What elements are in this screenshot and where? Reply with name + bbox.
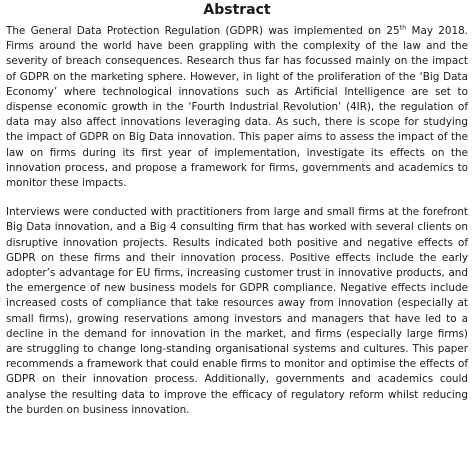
abstract-paragraph-2: Interviews were conducted with practitioners from large and small firms at the forefront Big Data innovation, and a Big 4 consulting firm that has worked with several clients on disruptive innovation projects. Results indicated both positive and negative effects of GDPR on these firms and their innovation process. Positive effects include the early adopter’s advantage for EU firms, increasing customer trust in innovative products, and the emergence of new business models for GDPR compliance. Negative effects include increased costs of compliance that take resources away from innovation (especially at small firms), growing reservations among investors and managers that have led to a decline in the demand for innovation in the market, and firms (especially large firms) are struggling to change long-standing organisational systems and cultures. This paper recommends a framework that could enable firms to monitor and optimise the effects of GDPR on their innovation process. Additionally, governments and academics could analyse the resulting data to improve the efficacy of regulatory reform whilst reducing the burden on business innovation. — [6, 206, 468, 416]
paragraph-gap — [6, 191, 468, 205]
abstract-title: Abstract — [203, 2, 271, 18]
date-ordinal-superscript: th — [399, 23, 407, 32]
abstract-paragraph-1 — [6, 24, 468, 191]
paragraph-1-text-rest: May 2018. Firms around the world have been grappling with the complexity of the law and the severity of breach consequences. Research thus far has focussed mainly on the impact of GDPR on the marketing sphere. However, in light of the proliferation of the ‘Big Data Economy’ where technological innovations such as Artificial Intelligence are set to dispense economic growth in the ‘Fourth Industrial Revolution’ (4IR), the regulation of data may also affect innovations leveraging data. As such, there is scope for studying the impact of GDPR on Big Data innovation. This paper aims to assess the impact of the law on firms during its first year of implementation, investigate its effects on the innovation process, and propose a framework for firms, governments and academics to monitor these impacts. — [6, 25, 468, 190]
paragraph-1-text-start: The General Data Protection Regulation (GDPR) was implemented on 25 — [6, 25, 400, 37]
